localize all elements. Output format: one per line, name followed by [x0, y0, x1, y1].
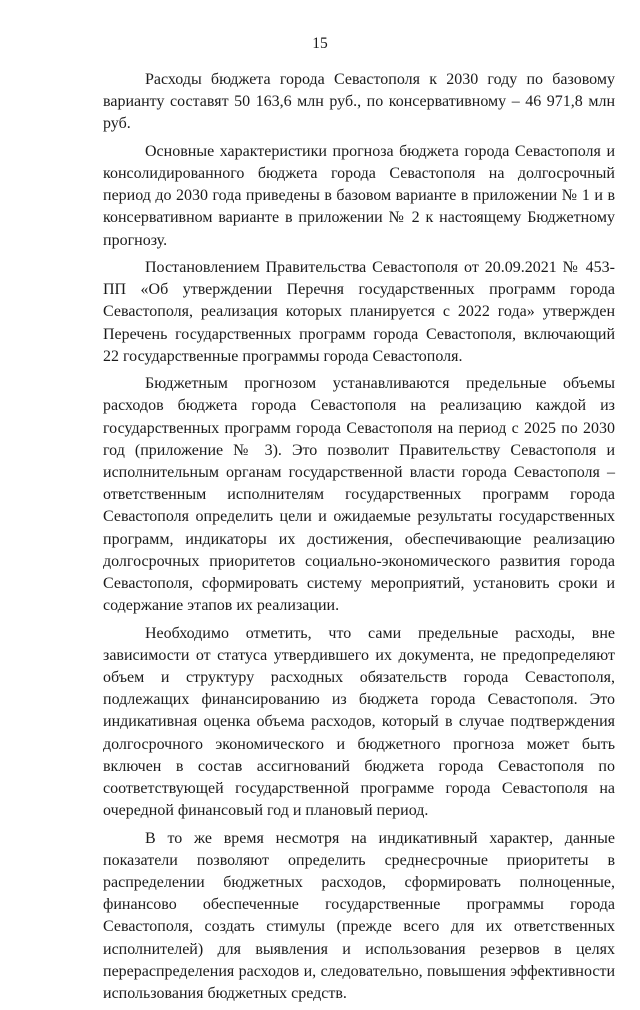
paragraph-government-decree: Постановлением Правительства Севастополя от 20.09.2021 № 453-ПП «Об утверждении Перечня государственных программ города Севастополя, реализация которых планируется с 2022 года» утвержден Перечень государственных программ города Севастополя, включающий 22 государственные программы города Севастополя.	[103, 259, 615, 365]
paragraph-forecast-characteristics: Основные характеристики прогноза бюджета города Севастополя и консолидированного бюджета города Севастополя на долгосрочный период до 2030 года приведены в базовом варианте в приложении № 1 и в консервативном варианте в приложении № 2 к настоящему Бюджетному прогнозу.	[103, 142, 615, 249]
document-body	[103, 69, 615, 1010]
paragraph-priorities: В то же время несмотря на индикативный характер, данные показатели позволяют определить среднесрочные приоритеты в распределении бюджетных расходов, сформировать полноценные, финансово обеспеченные государственные программы города Севастополя, создать стимулы (прежде всего для их ответственных исполнителей) для выявления и использования резервов в целях перераспределения расходов и, следовательно, повышения эффективности использования бюджетных средств.	[103, 829, 615, 1003]
paragraph-indicative-estimate: Необходимо отметить, что сами предельные расходы, вне зависимости от статуса утвердившего их документа, не предопределяют объем и структуру расходных обязательств города Севастополя, подлежащих финансированию из бюджета города Севастополя. Это индикативная оценка объема расходов, который в случае подтверждения долгосрочного экономического и бюджетного прогноза может быть включен в состав ассигнований бюджета города Севастополя по соответствующей государственной программе города Севастополя на очередной финансовый год и плановый период.	[103, 624, 615, 820]
paragraph-expenses-forecast: Расходы бюджета города Севастополя к 2030 году по базовому варианту составят 50 163,6 млн руб., по консервативному – 46 971,8 млн руб.	[103, 71, 615, 133]
paragraph-expenditure-limits: Бюджетным прогнозом устанавливаются предельные объемы расходов бюджета города Севастополя на реализацию каждой из государственных программ города Севастополя на период с 2025 по 2030 год (приложение № 3). Это позволит Правительству Севастополя и исполнительным органам государственной власти города Севастополя – ответственным исполнителям государственных программ города Севастополя определить цели и ожидаемые результаты государственных программ, индикаторы их достижения, обеспечивающие реализацию долгосрочных приоритетов социально-экономического развития города Севастополя, сформировать систему мероприятий, установить сроки и содержание этапов их реализации.	[103, 375, 615, 615]
page-number: 15	[312, 35, 328, 52]
